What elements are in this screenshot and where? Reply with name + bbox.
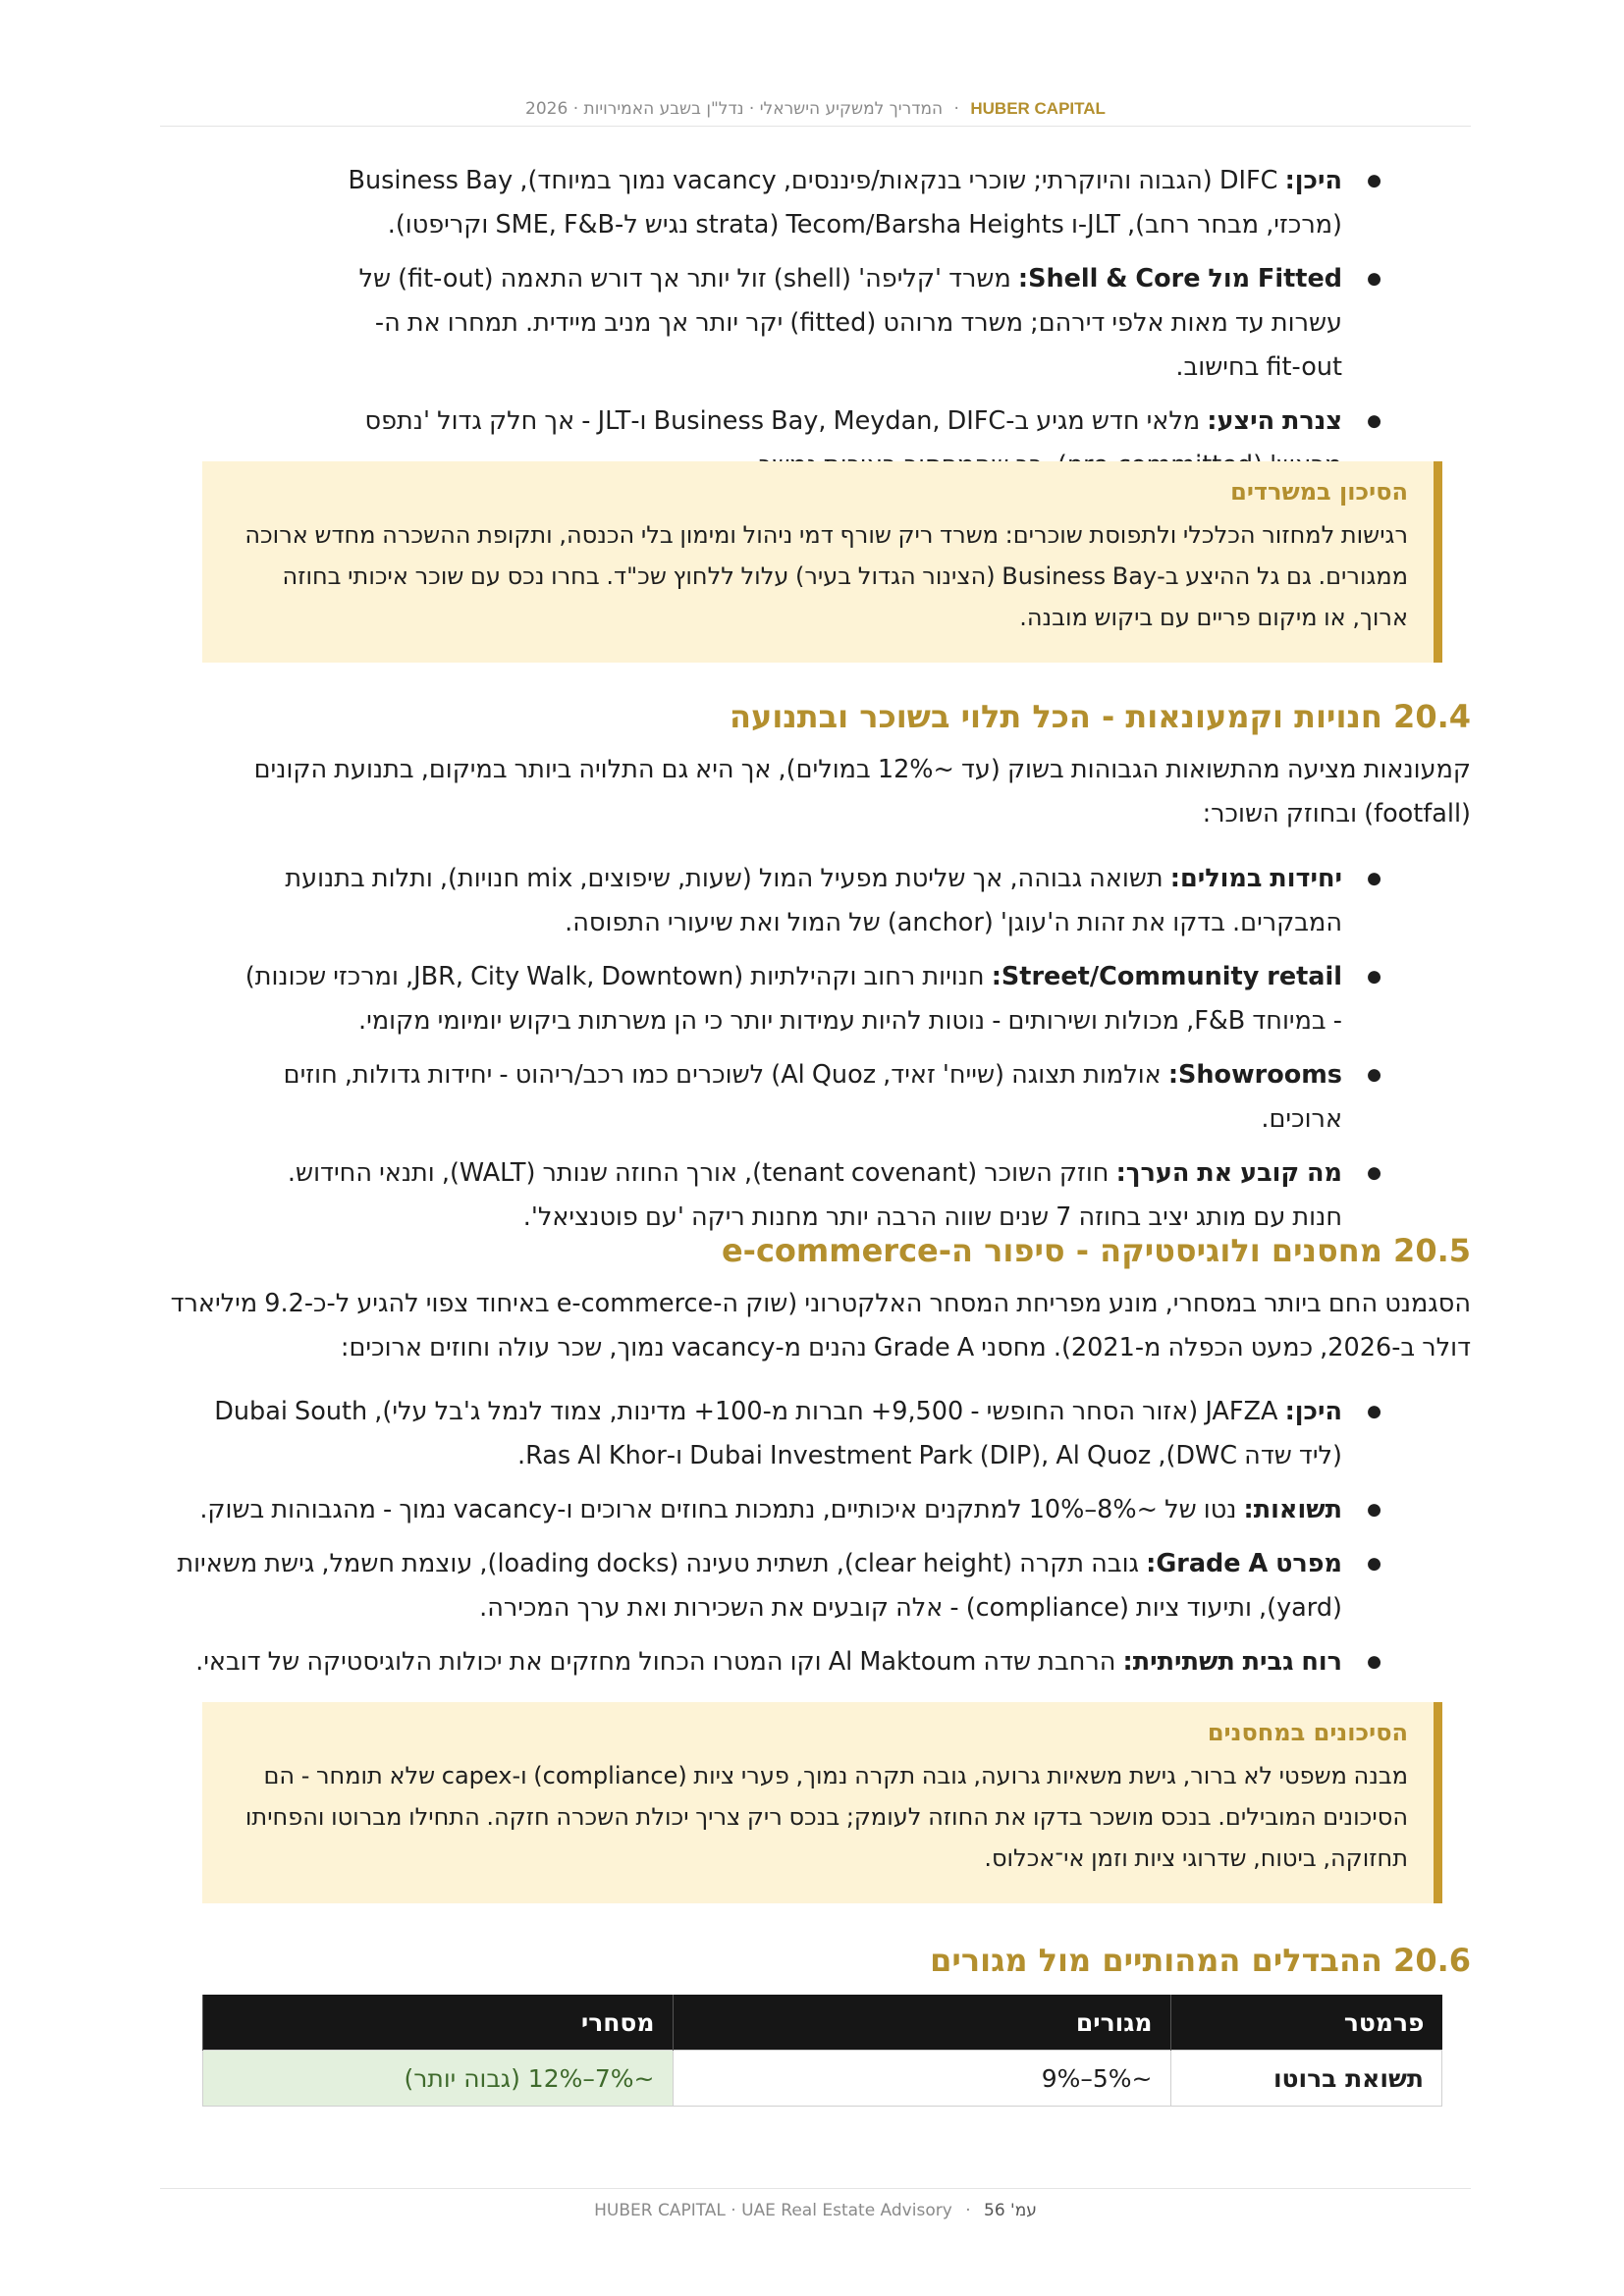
callout-title: הסיכונים במחסנים (1207, 1719, 1408, 1746)
header-separator: · (953, 99, 959, 119)
bullet-text: DIFC (הגבוה והיוקרתי; שוכרי בנקאות/פיננסים, vacancy נמוך במיוחד), Business Bay (מרכזי, מבחר רחב), JLT-ו Tecom/Barsha Heights (strata נגיש ל-SME, F&B וקריפטו). (348, 166, 1342, 240)
bullet-text: תשואה גבוהה, אך שליטת מפעיל המול (שעות, שיפוצים, mix חנויות), ותלות בתנועת המבקרים. בדקו את זהות ה'עוגן' (anchor) של המול ואת שיעורי התפוסה. (285, 864, 1342, 937)
list-item (343, 159, 1383, 247)
bullet-text: JAFZA (אזור הסחר החופשי - 9,500+ חברות מ-100+ מדינות, צמוד לנמל ג'בל עלי), Dubai South (ליד שדה DWC), Dubai Investment Park (DIP), Al Quoz ו-Ras Al Khor. (214, 1397, 1342, 1470)
callout-title: הסיכון במשרדים (1230, 478, 1408, 506)
bullet-text: גובה תקרה (clear height), תשתית טעינה (loading docks), עוצמת חשמל, גישת משאיות (yard), ותיעוד ציות (compliance) - אלה קובעים את השכירות ואת ערך המכירה. (177, 1549, 1342, 1623)
list-item (244, 857, 1383, 945)
bullet-text: נטו של ~8%–10% למתקנים איכותיים, נתמכות בחוזים ארוכים ו-vacancy נמוך - מהגבוהות בשוק. (199, 1495, 1244, 1524)
running-header (160, 98, 1471, 127)
bullet-term: תשואות: (1243, 1495, 1342, 1524)
list-item (166, 1390, 1383, 1478)
callout-body: רגישות למחזור הכלכלי ולתפוסת שוכרים: משרד ריק שורף דמי ניהול ומימון בלי הכנסה, ותקופת ההשכרה מחדש ארוכה ממגורים. גם גל ההיצע ב-Business Bay (הצינור הגדול בעיר) עלול ללחוץ שכ"ד. בחרו נכס עם שוכר איכותי בחוזה ארוך, או מיקום פריים עם ביקוש מובנה. (244, 521, 1408, 631)
table-header-row (203, 1995, 1442, 2051)
warehouses-risk-callout (202, 1702, 1442, 1903)
bullet-term: היכן: (1284, 1397, 1342, 1426)
bullet-text: חנויות רחוב וקהילתיות (JBR, City Walk, Downtown, ומרכזי שכונות) - במיוחד F&B, מכולות ושירותים - נוטות להיות עמידות יותר כי הן משרתות ביקוש יומיומי מקומי. (244, 962, 1342, 1036)
bullet-text: הרחבת שדה Al Maktoum וקו המטרו הכחול מחזקים את יכולות הלוגיסטיקה של דובאי. (195, 1647, 1123, 1677)
bullet-term: Showrooms: (1167, 1060, 1342, 1090)
list-item (166, 1488, 1383, 1532)
page-number: עמ' 56 (984, 2201, 1037, 2220)
retail-intro: קמעונאות מציעה מהתשואות הגבוהות בשוק (עד ~12% במולים), אך היא גם התלויה ביותר במיקום, בתנועת הקונים (footfall) ובחוזק השוכר: (253, 755, 1471, 828)
comparison-table (202, 1995, 1442, 2107)
section-heading-retail: 20.4 חנויות וקמעונאות - הכל תלוי בשוכר ובתנועה (730, 698, 1471, 735)
warehouses-intro: הסגמנט החם ביותר במסחרי, מונע מפריחת המסחר האלקטרוני (שוק ה-e-commerce באיחוד צפוי להגיע ל-כ-9.2 מיליארד דולר ב-2026, כמעט הכפלה מ-2021). מחסני Grade A נהנים מ-vacancy נמוך, שכר עולה וחוזים ארוכים: (170, 1289, 1471, 1362)
bullet-text: חוזק השוכר (tenant covenant), אורך החוזה שנותר (WALT), ותנאי החידוש. חנות עם מותג יציב בחוזה 7 שנים שווה הרבה יותר מחנות ריקה 'עם פוטנציאל'. (287, 1158, 1342, 1232)
column-header: מגורים (673, 1995, 1170, 2051)
offices-risk-callout (202, 461, 1442, 663)
callout-body: מבנה משפטי לא ברור, גישת משאיות גרועה, גובה תקרה נמוך, פערי ציות (compliance) ו-capex שלא תומחר - הם הסיכונים המובילים. בנכס מושכר בדקו את החוזה לעומק; בנכס ריק צריך יכולת השכרה חזקה. התחילו מברוטו והפחיתו תחזוקה, ביטוח, שדרוגי ציות וזמן אי־אכלוס. (244, 1762, 1408, 1872)
list-item (244, 955, 1383, 1043)
section-heading-warehouses: 20.5 מחסנים ולוגיסטיקה - סיפור ה-e-commerce (721, 1232, 1471, 1269)
list-item (244, 1053, 1383, 1142)
bullet-text: מלאי חדש מגיע ב-Business Bay, Meydan, DIFC ו-JLT - אך חלק גדול 'נתפס (364, 406, 1201, 436)
bullet-text: משרד 'קליפה' (shell) זול יותר אך דורש התאמה (fit-out) של עשרות עד מאות אלפי דירהם; משרד מרוהט (fitted) יקר יותר אך מניב מיידית. תמחרו את ה-fit-out בחישוב. (358, 264, 1342, 382)
column-header: מסחרי (203, 1995, 674, 2051)
footer-separator: · (965, 2201, 971, 2220)
warehouses-bullet-list (166, 1390, 1383, 1694)
bullet-term: מה קובע את הערך: (1115, 1158, 1342, 1188)
bullet-term: רוח גבית תשתיתית: (1122, 1647, 1342, 1677)
table-row (203, 2051, 1442, 2107)
column-header: פרמטר (1170, 1995, 1442, 2051)
footer-brand: HUBER CAPITAL · UAE Real Estate Advisory (594, 2201, 952, 2220)
list-item (166, 1640, 1383, 1684)
bullet-term: Fitted מול Shell & Core: (1017, 264, 1342, 294)
bullet-text: אולמות תצוגה (שייח' זאיד, Al Quoz) לשוכרים כמו רכב/ריהוט - יחידות גדולות, חוזים ארוכים. (283, 1060, 1342, 1134)
table-cell: ~5%–9% (673, 2051, 1170, 2107)
bullet-term: מפרט Grade A: (1146, 1549, 1342, 1578)
bullet-term: Street/Community retail: (991, 962, 1342, 991)
header-subtitle: המדריך למשקיע הישראלי · נדל"ן בשבע האמירויות · 2026 (525, 99, 944, 119)
bullet-term: צנרת היצע: (1207, 406, 1342, 436)
running-footer (160, 2188, 1471, 2220)
table-cell: תשואת ברוטו (1170, 2051, 1442, 2107)
list-item (343, 257, 1383, 390)
header-brand: HUBER CAPITAL (970, 99, 1106, 118)
list-item (166, 1542, 1383, 1630)
table-cell-highlight: ~7%–12% (גבוה יותר) (203, 2051, 674, 2107)
bullet-term: היכן: (1284, 166, 1342, 195)
retail-bullet-list (244, 857, 1383, 1250)
bullet-term: יחידות במולים: (1169, 864, 1342, 893)
list-item (244, 1151, 1383, 1240)
section-heading-comparison: 20.6 ההבדלים המהותיים מול מגורים (930, 1942, 1471, 1979)
offices-bullet-list (343, 159, 1383, 498)
